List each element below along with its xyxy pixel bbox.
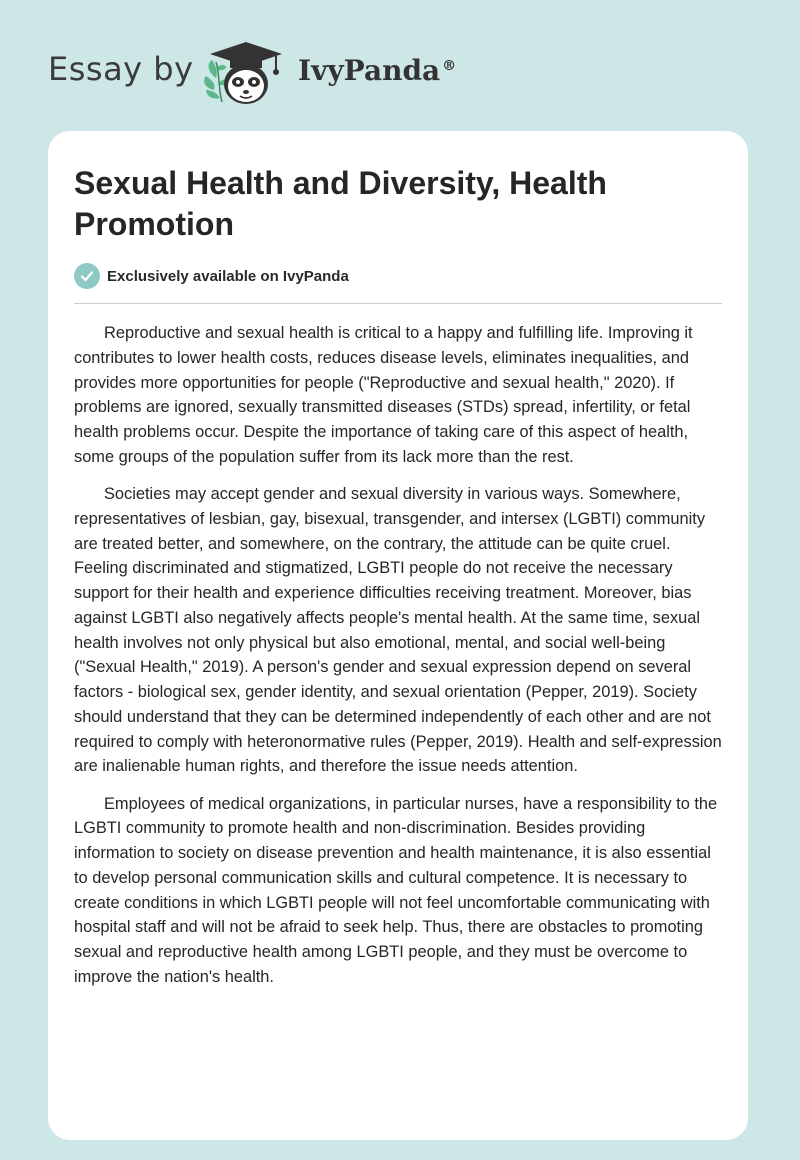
paragraph: Reproductive and sexual health is critical to a happy and fulfilling life. Improving it contributes to lower health costs, reduces disease levels, eliminates inequalities, and provides more opportunities for people ("Reproductive and sexual health," 2020). If problems are ignored, sexually transmitted diseases (STDs) spread, infertility, or fetal health problems occur. Despite the importance of taking care of this aspect of health, some groups of the population suffer from its lack more than the rest.: [74, 324, 693, 466]
exclusive-badge: [74, 263, 349, 289]
brand-name[interactable]: IvyPanda ®: [298, 54, 457, 87]
paragraph: Societies may accept gender and sexual diversity in various ways. Somewhere, representatives of lesbian, gay, bisexual, transgender, and intersex (LGBTI) community are treated better, and somewhere, on the contrary, the attitude can be quite cruel. Feeling discriminated and stigmatized, LGBTI people do not receive the necessary support for their health and experience difficulties receiving treatment. Moreover, bias against LGBTI also negatively affects people's mental health. At the same time, sexual health involves not only physical but also emotional, mental, and social well-being ("Sexual Health," 2019). A person's gender and sexual expression depend on several factors - biological sex, gender identity, and sexual orientation (Pepper, 2019). Society should understand that they can be determined independently of each other and are not required to comply with heteronormative rules (Pepper, 2019). Health and self-expression are inalienable human rights, and therefore the issue needs attention.: [74, 485, 722, 776]
paragraph: Employees of medical organizations, in particular nurses, have a responsibility to the LGBTI community to promote health and non-discrimination. Besides providing information to society on disease prevention and health maintenance, it is also essential to develop personal communication skills and cultural competence. It is necessary to create conditions in which LGBTI people will not feel uncomfortable communicating with hospital staff and will not be afraid to seek help. Thus, there are obstacles to promoting sexual and reproductive health among LGBTI people, and they must be overcome to improve the nation's health.: [74, 794, 718, 986]
divider: [74, 303, 722, 304]
essay-card: [48, 131, 748, 1140]
page-title: Sexual Health and Diversity, Health Promotion: [74, 165, 607, 242]
badge-text: Exclusively available on IvyPanda: [107, 267, 349, 285]
registered-mark: ®: [442, 57, 457, 74]
site-header: [0, 0, 800, 130]
panda-graduation-cap-icon[interactable]: [200, 38, 292, 110]
brand-prefix: Essay by: [48, 50, 194, 88]
check-circle-icon: [74, 263, 100, 289]
essay-body: [74, 321, 724, 1002]
